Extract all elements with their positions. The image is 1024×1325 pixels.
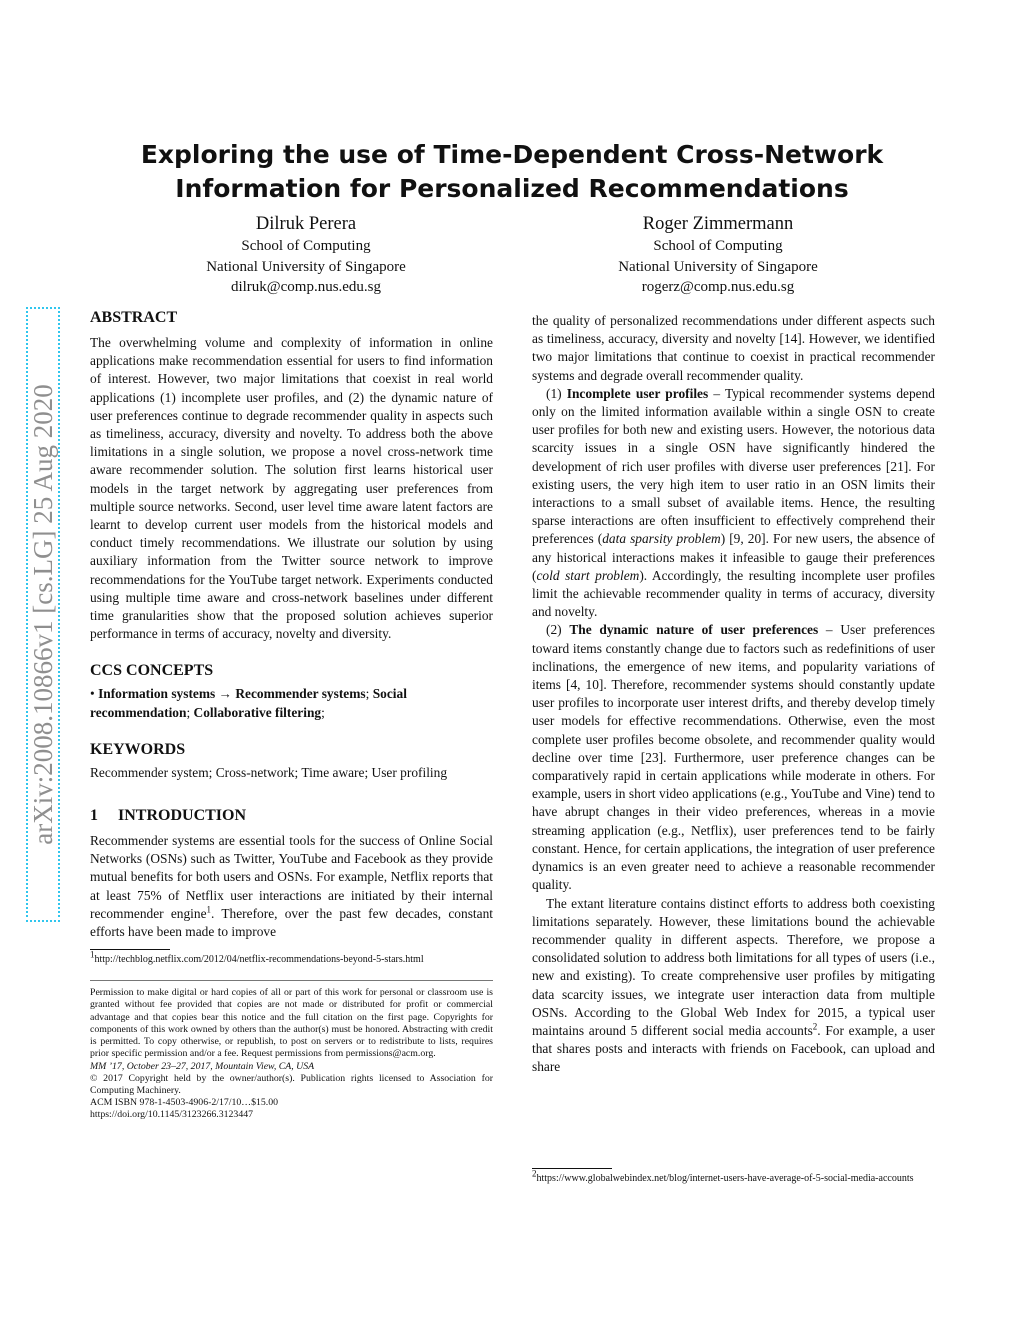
section-number: 1	[90, 807, 98, 825]
author-email: rogerz@comp.nus.edu.sg	[641, 279, 795, 295]
left-column	[90, 308, 493, 1122]
author-email: dilruk@comp.nus.edu.sg	[230, 279, 382, 295]
para-bold: The dynamic nature of user preferences	[569, 622, 819, 638]
intro-paragraph	[90, 832, 493, 941]
author-block-1	[141, 213, 471, 298]
footnote-2	[532, 1160, 1012, 1185]
para-text: – User preferences toward items constantly change due to factors such as redefinitions of user inclinations, the emergence of new items, and popularity variations of items [4, 10]. Therefore, recommender systems should constantly update user profiles to incorporate user interest drifts, and thereby develop timely user models for effective recommendations. Otherwise, even the most complete user profiles become obsolete, and recommender quality would decline over time [23]. Furthermore, user preference changes can be comparatively rapid in certain applications while moderate in others. For example, users in short video applications (e.g., YouTube and Vine) tend to have abrupt changes in their video preferences, whereas in a movie streaming application (e.g., Netflix), user preferences tend to be fairly constant. Hence, for certain applications, the integration of user preference dynamics is an even greater need to achieve a reasonable recommender quality.	[532, 622, 936, 893]
para-text: – Typical recommender systems depend only on the limited information available within a single OSN to create user profiles for both new and existing users. However, the notorious data scarcity issues in a single OSN have significantly hindered the development of rich user profiles with diverse user preferences [21]. For existing users, the very high item to user ratio in an OSN limits their interactions to a small subset of available items. Hence, the resulting sparse interactions are often insufficient to effectively comprehend their preferences (	[532, 385, 936, 547]
permission-block	[90, 980, 493, 1121]
para-italic: cold start problem	[536, 567, 640, 583]
footnote-number: 2	[532, 1168, 537, 1179]
author-dept: School of Computing	[653, 238, 783, 254]
para-lead: (2)	[546, 622, 570, 638]
ccs-bullet: •	[90, 686, 95, 702]
ccs-concepts: • Information systems → Recommender systems; Social recommendation; Collaborative filtering;	[90, 686, 407, 720]
footnote-rule	[532, 1168, 612, 1169]
ccs-separator: ;	[365, 686, 373, 702]
arxiv-stamp: arXiv:2008.10866v1 [cs.LG] 25 Aug 2020	[26, 307, 60, 922]
paper-title	[120, 138, 904, 206]
body-paragraph: the quality of personalized recommendations under different aspects such as timeliness, accuracy, diversity and novelty [14]. However, we identified two major limitations that continue to coexist in practical recommender systems and degrade overall recommender quality.	[532, 313, 935, 383]
footnote-1	[90, 949, 493, 966]
isbn-text: ACM ISBN 978-1-4503-4906-2/17/10…$15.00	[90, 1097, 279, 1109]
author-name: Roger Zimmermann	[642, 214, 794, 234]
ccs-separator: ;	[186, 704, 194, 720]
ccs-item: Information systems	[98, 686, 216, 702]
doi-text: https://doi.org/10.1145/3123266.3123447	[90, 1109, 254, 1121]
para-text: ) [9, 20]. For new users, the absence of any historical interactions makes it infeasible to gauge their preferences (	[532, 531, 935, 583]
para-text: The extant literature contains distinct efforts to address both coexisting limitations separately. However, these limitations bound the achievable recommender quality in different aspects. Therefore, we propose a consolidated solution to address both limitations for all types of users (i.e., new and existing). To create comprehensive user profiles by mitigating data scarcity issues, we integrate user interaction data from multiple OSNs. According to the Global Web Index for 2015, a typical user maintains around 5 different social media accounts	[532, 895, 935, 1038]
footnote-marker: 2	[812, 1021, 818, 1032]
footnote-url: http://techblog.netflix.com/2012/04/netflix-recommendations-beyond-5-stars.html	[94, 954, 424, 966]
right-column	[532, 312, 935, 1077]
author-block-2	[553, 213, 883, 298]
intro-heading	[90, 806, 493, 826]
body-paragraph	[532, 621, 935, 894]
para-text: . For example, a user that shares posts and interacts with friends on Facebook, can upload and share	[532, 1022, 935, 1075]
para-lead: (1)	[546, 385, 567, 401]
abstract-text: The overwhelming volume and complexity of information in online applications make recommendation essential for users to find information of interest. However, two major limitations that coexist in real world applications (1) incomplete user profiles, and (2) the dynamic nature of user preferences continue to degrade recommender quality in aspects such as timeliness, accuracy, diversity and novelty. To address both the above limitations in a single solution, we propose a novel cross-network time aware recommender solution. The solution first learns historical user models in the target network by aggregating user preferences from multiple source networks. Second, user level time aware latent factors are learnt to develop current user models from the historical models and conduct timely recommendations. We illustrate our solution by using auxiliary information from the Twitter source network to improve recommendations for the YouTube target network. Experiments conducted using multiple time aware and cross-network baselines under different time granularities show that the proposed solution achieves superior performance in terms of accuracy, novelty and diversity.	[90, 335, 493, 642]
footnote-marker: 1	[206, 904, 212, 915]
body-paragraph	[532, 895, 935, 1077]
section-title: INTRODUCTION	[118, 807, 247, 825]
para-bold: Incomplete user profiles	[566, 385, 709, 401]
footnote-number: 1	[90, 949, 95, 960]
footnote-rule	[90, 949, 170, 950]
author-affiliation: National University of Singapore	[206, 258, 406, 275]
para-text: ). Accordingly, the resulting incomplete user profiles limit the achievable recommender quality in terms of accuracy, diversity and novelty.	[532, 567, 935, 620]
permission-text: Permission to make digital or hard copies of all or part of this work for personal or classroom use is granted without fee provided that copies are not made or distributed for profit or commercial advantage and that copies bear this notice and the full citation on the first page. Copyrights for components of this work owned by others than the author(s) must be honored. Abstracting with credit is permitted. To copy otherwise, or republish, to post on servers or to redistribute to lists, requires prior specific permission and/or a fee. Request permissions from permissions@acm.org.	[90, 987, 493, 1060]
abstract-heading: ABSTRACT	[90, 309, 178, 326]
ccs-item: Social recommendation	[90, 686, 407, 720]
title-line-1: Exploring the use of Time-Dependent Cross-Network	[140, 140, 884, 169]
body-paragraph	[532, 385, 935, 622]
ccs-item: Collaborative filtering	[193, 704, 322, 720]
conference-info: MM ’17, October 23–27, 2017, Mountain View, CA, USA	[90, 1060, 315, 1072]
author-name: Dilruk Perera	[255, 214, 357, 234]
author-affiliation: National University of Singapore	[618, 258, 818, 275]
intro-text: . Therefore, over the past few decades, constant efforts have been made to improve	[90, 905, 493, 940]
ccs-arrow: →	[215, 686, 236, 702]
footnote-url: https://www.globalwebindex.net/blog/internet-users-have-average-of-5-social-media-accounts	[536, 1173, 914, 1184]
ccs-heading: CCS CONCEPTS	[90, 662, 214, 680]
copyright-text: © 2017 Copyright held by the owner/author(s). Publication rights licensed to Association for Computing Machinery.	[90, 1072, 493, 1096]
title-line-2: Information for Personalized Recommendations	[175, 174, 849, 203]
keywords-text: Recommender system; Cross-network; Time aware; User profiling	[90, 764, 448, 780]
keywords-heading: KEYWORDS	[90, 740, 186, 758]
para-italic: data sparsity problem	[602, 531, 721, 547]
author-dept: School of Computing	[241, 238, 371, 254]
ccs-item: Recommender systems	[235, 686, 366, 702]
intro-text: Recommender systems are essential tools for the success of Online Social Networks (OSNs) such as Twitter, YouTube and Facebook as they provide mutual benefits for both users and OSNs. For example, Netflix reports that at least 75% of Netflix user interactions are initiated by their internal recommender engine	[90, 833, 493, 921]
